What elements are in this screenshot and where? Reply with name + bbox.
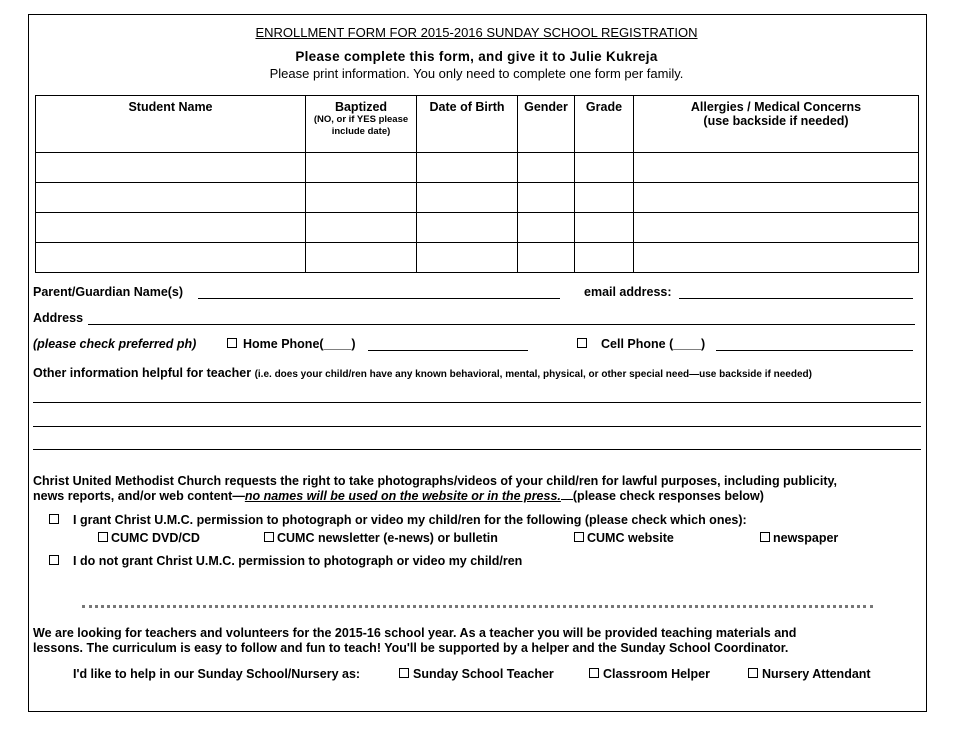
nursery-checkbox[interactable] bbox=[748, 668, 758, 678]
helper-checkbox[interactable] bbox=[589, 668, 599, 678]
address-field[interactable] bbox=[88, 324, 915, 325]
photo-statement-emphasis: no names will be used on the website or in the press. bbox=[244, 489, 561, 503]
grade-cell[interactable] bbox=[575, 183, 634, 213]
allergies-cell[interactable] bbox=[634, 153, 919, 183]
student-table bbox=[35, 95, 919, 273]
home-phone-option[interactable] bbox=[227, 337, 356, 351]
header-student-name: Student Name bbox=[36, 96, 306, 153]
cell-phone-label: Cell Phone (____) bbox=[601, 337, 706, 351]
student-name-cell[interactable] bbox=[36, 153, 306, 183]
photo-statement-line2: news reports, and/or web content—no names will be used on the website or in the press. (please check responses below) bbox=[33, 489, 764, 503]
cell-phone-field[interactable] bbox=[716, 350, 913, 351]
header-gender: Gender bbox=[518, 96, 575, 153]
role-nursery-attendant[interactable]: Nursery Attendant bbox=[748, 667, 871, 681]
role-classroom-helper[interactable]: Classroom Helper bbox=[589, 667, 710, 681]
home-phone-label: Home Phone(____) bbox=[243, 337, 356, 351]
deny-permission-option[interactable] bbox=[49, 554, 522, 568]
parent-name-field[interactable] bbox=[198, 298, 560, 299]
student-name-cell[interactable] bbox=[36, 183, 306, 213]
student-name-cell[interactable] bbox=[36, 243, 306, 273]
grant-checkbox[interactable] bbox=[49, 514, 59, 524]
newsletter-checkbox[interactable] bbox=[264, 532, 274, 542]
date-of-birth-cell[interactable] bbox=[417, 153, 518, 183]
photo-statement-line1: Christ United Methodist Church requests the right to take photographs/videos of your child/ren for lawful purposes, including publicity, bbox=[33, 474, 837, 488]
table-header-row bbox=[36, 96, 919, 153]
allergies-cell[interactable] bbox=[634, 183, 919, 213]
other-info-line-2[interactable] bbox=[33, 426, 921, 427]
header-baptized: Baptized (NO, or if YES please include date) bbox=[306, 96, 417, 153]
other-info-line-3[interactable] bbox=[33, 449, 921, 450]
teacher-checkbox[interactable] bbox=[399, 668, 409, 678]
grade-cell[interactable] bbox=[575, 213, 634, 243]
address-label: Address bbox=[33, 311, 84, 325]
header-allergies-note: (use backside if needed) bbox=[703, 114, 849, 128]
header-baptized-note: (NO, or if YES please include date) bbox=[313, 114, 409, 137]
cell-phone-checkbox[interactable] bbox=[577, 338, 587, 348]
table-row bbox=[36, 243, 919, 273]
volunteer-prompt: I'd like to help in our Sunday School/Nursery as: bbox=[73, 667, 361, 681]
grade-cell[interactable] bbox=[575, 243, 634, 273]
newspaper-checkbox[interactable] bbox=[760, 532, 770, 542]
deny-label: I do not grant Christ U.M.C. permission to photograph or video my child/ren bbox=[73, 554, 523, 568]
student-name-cell[interactable] bbox=[36, 213, 306, 243]
baptized-cell[interactable] bbox=[306, 183, 417, 213]
volunteer-line1: We are looking for teachers and volunteers for the 2015-16 school year. As a teacher you will be provided teaching materials and bbox=[33, 626, 797, 640]
grant-permission-option[interactable] bbox=[49, 513, 747, 527]
home-phone-checkbox[interactable] bbox=[227, 338, 237, 348]
table-row bbox=[36, 213, 919, 243]
dvd-checkbox[interactable] bbox=[98, 532, 108, 542]
date-of-birth-cell[interactable] bbox=[417, 183, 518, 213]
form-title: ENROLLMENT FORM FOR 2015-2016 SUNDAY SCHOOL REGISTRATION bbox=[255, 25, 698, 40]
other-info-label: Other information helpful for teacher (i.e. does your child/ren have any known behavioral, mental, physical, or other special need—use backside if needed) bbox=[33, 366, 812, 380]
phone-hint: (please check preferred ph) bbox=[33, 337, 197, 351]
cell-phone-option[interactable] bbox=[577, 337, 705, 351]
baptized-cell[interactable] bbox=[306, 153, 417, 183]
allergies-cell[interactable] bbox=[634, 243, 919, 273]
gender-cell[interactable] bbox=[518, 213, 575, 243]
other-info-line-1[interactable] bbox=[33, 402, 921, 403]
parent-name-label: Parent/Guardian Name(s) bbox=[33, 285, 184, 299]
baptized-cell[interactable] bbox=[306, 213, 417, 243]
option-website[interactable]: CUMC website bbox=[574, 531, 674, 545]
email-field[interactable] bbox=[679, 298, 913, 299]
date-of-birth-cell[interactable] bbox=[417, 213, 518, 243]
form-instructions: Please print information. You only need to complete one form per family. bbox=[269, 66, 684, 81]
option-newsletter[interactable]: CUMC newsletter (e-news) or bulletin bbox=[264, 531, 498, 545]
table-row bbox=[36, 153, 919, 183]
website-checkbox[interactable] bbox=[574, 532, 584, 542]
header-date-of-birth: Date of Birth bbox=[417, 96, 518, 153]
form-instructions-bold: Please complete this form, and give it to Julie Kukreja bbox=[295, 49, 658, 64]
gender-cell[interactable] bbox=[518, 243, 575, 273]
allergies-cell[interactable] bbox=[634, 213, 919, 243]
date-of-birth-cell[interactable] bbox=[417, 243, 518, 273]
option-dvd[interactable]: CUMC DVD/CD bbox=[98, 531, 200, 545]
other-info-note: (i.e. does your child/ren have any known behavioral, mental, physical, or other special need—use backside if needed) bbox=[254, 369, 812, 380]
volunteer-line2: lessons. The curriculum is easy to follow and fun to teach! You'll be supported by a helper and the Sunday School Coordinator. bbox=[33, 641, 789, 655]
email-label: email address: bbox=[584, 285, 672, 299]
table-row bbox=[36, 183, 919, 213]
header-grade: Grade bbox=[575, 96, 634, 153]
gender-cell[interactable] bbox=[518, 183, 575, 213]
role-sunday-school-teacher[interactable]: Sunday School Teacher bbox=[399, 667, 554, 681]
grade-cell[interactable] bbox=[575, 153, 634, 183]
deny-checkbox[interactable] bbox=[49, 555, 59, 565]
option-newspaper[interactable]: newspaper bbox=[760, 531, 838, 545]
home-phone-field[interactable] bbox=[368, 350, 528, 351]
header-allergies: Allergies / Medical Concerns (use backside if needed) bbox=[634, 96, 919, 153]
gender-cell[interactable] bbox=[518, 153, 575, 183]
baptized-cell[interactable] bbox=[306, 243, 417, 273]
grant-label: I grant Christ U.M.C. permission to photograph or video my child/ren for the following (please check which ones): bbox=[73, 513, 747, 527]
section-divider bbox=[82, 605, 873, 608]
